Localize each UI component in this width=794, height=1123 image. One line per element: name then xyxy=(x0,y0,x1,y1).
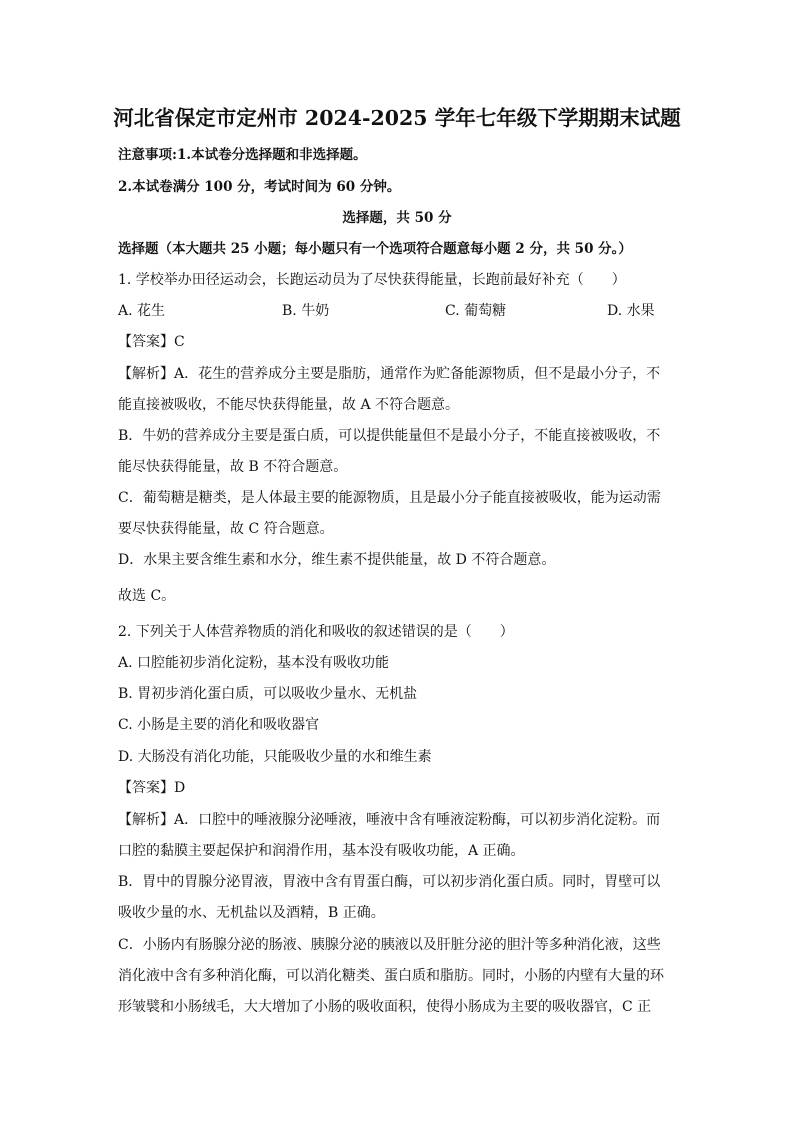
q1-analysis-line: 要尽快获得能量，故 C 符合题意。 xyxy=(118,521,334,537)
q2-analysis-line: 消化液中含有多种消化酶，可以消化糖类、蛋白质和脂肪。同时，小肠的内壁有大量的环 xyxy=(118,968,664,984)
notes-line-1: 注意事项:1.本试卷分选择题和非选择题。 xyxy=(118,147,367,163)
q1-option-a: A. 花生 xyxy=(118,303,166,319)
document-title: 河北省保定市定州市 2024-2025 学年七年级下学期期末试题 xyxy=(113,106,681,130)
q1-analysis-line: D．水果主要含维生素和水分，维生素不提供能量，故 D 不符合题意。 xyxy=(118,552,556,568)
q2-option-b: B. 胃初步消化蛋白质，可以吸收少量水、无机盐 xyxy=(118,686,418,702)
q1-analysis-line: 【解析】A．花生的营养成分主要是脂肪，通常作为贮备能源物质，但不是最小分子，不 xyxy=(118,366,661,382)
q2-analysis-line: 口腔的黏膜主要起保护和润滑作用，基本没有吸收功能，A 正确。 xyxy=(118,843,525,859)
q1-stem: 1. 学校举办田径运动会，长跑运动员为了尽快获得能量，长跑前最好补充（ ） xyxy=(118,272,626,288)
q1-analysis-line: C．葡萄糖是糖类，是人体最主要的能源物质，且是最小分子能直接被吸收，能为运动需 xyxy=(118,490,661,506)
q2-option-c: C. 小肠是主要的消化和吸收器官 xyxy=(118,717,320,733)
q2-analysis-line: 【解析】A．口腔中的唾液腺分泌唾液，唾液中含有唾液淀粉酶，可以初步消化淀粉。而 xyxy=(118,812,661,828)
q2-analysis-line: C．小肠内有肠腺分泌的肠液、胰腺分泌的胰液以及肝脏分泌的胆汁等多种消化液，这些 xyxy=(118,937,661,953)
q1-conclusion: 故选 C。 xyxy=(118,588,176,604)
q2-option-a: A. 口腔能初步消化淀粉，基本没有吸收功能 xyxy=(118,655,390,671)
section-instruction: 选择题（本大题共 25 小题；每小题只有一个选项符合题意每小题 2 分，共 50 分。） xyxy=(118,241,632,257)
q1-analysis-line: 能直接被吸收，不能尽快获得能量，故 A 不符合题意。 xyxy=(118,397,460,413)
q1-analysis-line: 能尽快获得能量，故 B 不符合题意。 xyxy=(118,459,348,475)
section-heading: 选择题，共 50 分 xyxy=(342,210,452,226)
q1-option-d: D. 水果 xyxy=(607,303,655,319)
q1-answer: 【答案】C xyxy=(118,334,185,350)
q1-option-c: C. 葡萄糖 xyxy=(445,303,507,319)
q2-analysis-line: 吸收少量的水、无机盐以及酒精，B 正确。 xyxy=(118,905,385,921)
q1-option-b: B. 牛奶 xyxy=(282,303,330,319)
q2-answer: 【答案】D xyxy=(118,780,186,796)
q2-analysis-line: B．胃中的胃腺分泌胃液，胃液中含有胃蛋白酶，可以初步消化蛋白质。同时，胃壁可以 xyxy=(118,874,661,890)
q1-analysis-line: B．牛奶的营养成分主要是蛋白质，可以提供能量但不是最小分子，不能直接被吸收，不 xyxy=(118,428,661,444)
q2-option-d: D. 大肠没有消化功能，只能吸收少量的水和维生素 xyxy=(118,749,432,765)
q2-analysis-line: 形皱襞和小肠绒毛，大大增加了小肠的吸收面积，使得小肠成为主要的吸收器官，C 正 xyxy=(118,999,652,1015)
q2-stem: 2. 下列关于人体营养物质的消化和吸收的叙述错误的是（ ） xyxy=(118,624,514,640)
notes-line-2: 2.本试卷满分 100 分，考试时间为 60 分钟。 xyxy=(118,179,401,195)
